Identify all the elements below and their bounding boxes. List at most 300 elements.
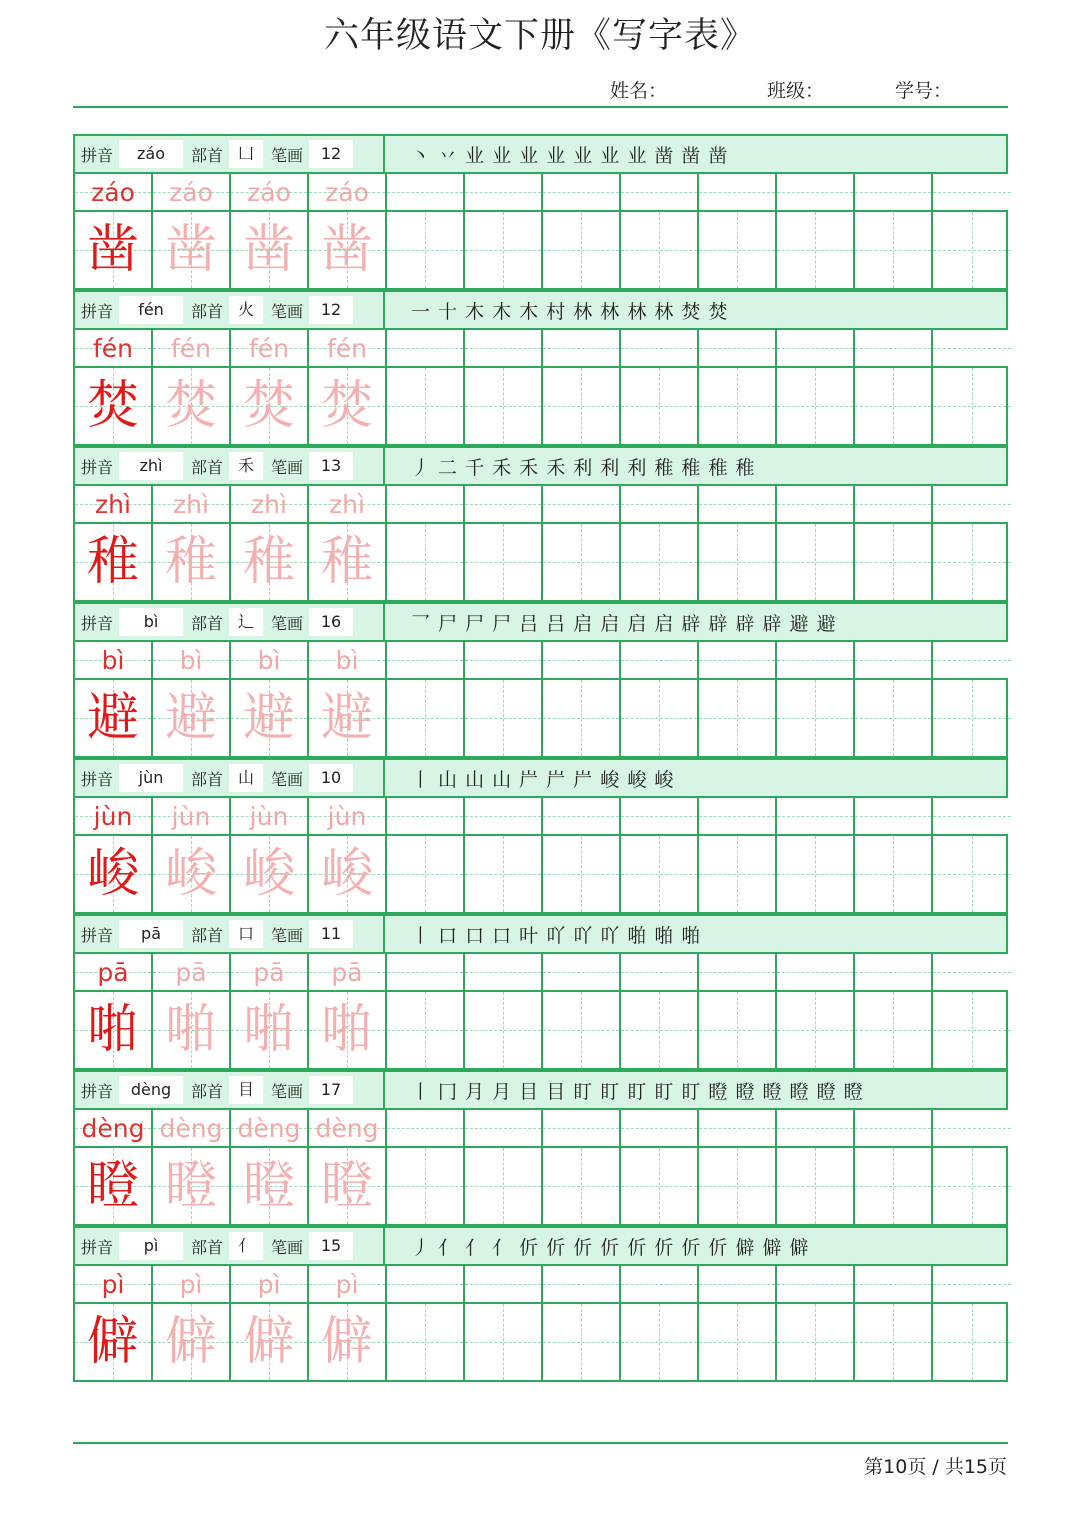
pinyin-cell <box>231 330 309 366</box>
radical-value: 凵 <box>229 140 263 168</box>
character-cell <box>231 1148 309 1224</box>
practice-character-cell[interactable] <box>699 992 777 1068</box>
stroke-count-label: 笔画 <box>271 457 304 477</box>
practice-pinyin-cell[interactable] <box>621 486 699 522</box>
practice-pinyin-cell[interactable] <box>855 330 933 366</box>
pinyin-text: pì <box>257 1269 281 1299</box>
practice-character-cell[interactable] <box>933 368 1011 444</box>
character-cell <box>153 992 231 1068</box>
pinyin-cell <box>153 174 231 210</box>
practice-pinyin-cell[interactable] <box>465 330 543 366</box>
stroke-count-value: 13 <box>309 452 353 480</box>
character-cell <box>75 1304 153 1380</box>
practice-character-cell[interactable] <box>465 1148 543 1224</box>
practice-pinyin-cell[interactable] <box>543 1110 621 1146</box>
practice-pinyin-cell[interactable] <box>621 174 699 210</box>
practice-pinyin-cell[interactable] <box>855 954 933 990</box>
pinyin-label: 拼音 <box>81 145 114 165</box>
practice-character-cell[interactable] <box>777 212 855 288</box>
practice-character-cell[interactable] <box>387 524 465 600</box>
character-text: 避 <box>164 688 217 748</box>
character-cell <box>75 680 153 756</box>
practice-pinyin-cell[interactable] <box>621 330 699 366</box>
practice-pinyin-cell[interactable] <box>699 954 777 990</box>
practice-pinyin-cell[interactable] <box>699 642 777 678</box>
pinyin-text: pì <box>335 1269 359 1299</box>
practice-character-cell[interactable] <box>699 1148 777 1224</box>
character-header <box>75 446 1006 486</box>
radical-value: 目 <box>229 1076 263 1104</box>
practice-character-cell[interactable] <box>855 212 933 288</box>
character-cell <box>75 1148 153 1224</box>
practice-character-cell[interactable] <box>699 1304 777 1380</box>
stroke-count-label: 笔画 <box>271 925 304 945</box>
pinyin-cell <box>75 330 153 366</box>
character-cell <box>75 524 153 600</box>
pinyin-text: záo <box>247 177 291 207</box>
pinyin-text: záo <box>91 177 135 207</box>
character-cell <box>75 836 153 912</box>
character-header <box>75 758 1006 798</box>
practice-pinyin-cell[interactable] <box>933 642 1011 678</box>
practice-pinyin-cell[interactable] <box>543 486 621 522</box>
character-cell <box>231 680 309 756</box>
character-cell <box>231 368 309 444</box>
pinyin-cell <box>309 1110 387 1146</box>
practice-pinyin-cell[interactable] <box>699 330 777 366</box>
practice-character-cell[interactable] <box>543 524 621 600</box>
practice-character-cell[interactable] <box>933 992 1011 1068</box>
practice-pinyin-cell[interactable] <box>699 1110 777 1146</box>
pinyin-cell <box>309 486 387 522</box>
character-text: 避 <box>242 688 295 748</box>
pinyin-cell <box>75 954 153 990</box>
character-cell <box>309 212 387 288</box>
pinyin-text: záo <box>325 177 369 207</box>
practice-character-cell[interactable] <box>855 524 933 600</box>
practice-pinyin-cell[interactable] <box>933 174 1011 210</box>
pinyin-text: bì <box>101 645 125 675</box>
practice-pinyin-cell[interactable] <box>777 1266 855 1302</box>
practice-pinyin-cell[interactable] <box>465 174 543 210</box>
pinyin-cell <box>309 798 387 834</box>
character-block <box>75 914 1006 1070</box>
practice-pinyin-cell[interactable] <box>387 174 465 210</box>
pinyin-label: 拼音 <box>81 457 114 477</box>
radical-label: 部首 <box>191 613 224 633</box>
radical-label: 部首 <box>191 769 224 789</box>
stroke-order: 丨 冂 月 月 目 目 盯 盯 盯 盯 盯 瞪 瞪 瞪 瞪 瞪 瞪 <box>411 1080 864 1103</box>
practice-character-cell[interactable] <box>699 524 777 600</box>
practice-character-cell[interactable] <box>777 524 855 600</box>
pinyin-cell <box>309 330 387 366</box>
pinyin-cell <box>153 1266 231 1302</box>
character-cell <box>153 680 231 756</box>
character-header <box>75 1226 1006 1266</box>
practice-pinyin-cell[interactable] <box>933 954 1011 990</box>
practice-pinyin-cell[interactable] <box>777 798 855 834</box>
practice-pinyin-cell[interactable] <box>855 1110 933 1146</box>
pinyin-cell <box>231 486 309 522</box>
pinyin-text: zhì <box>173 489 209 519</box>
practice-pinyin-cell[interactable] <box>387 954 465 990</box>
character-text: 啪 <box>242 1000 295 1060</box>
pinyin-text: zhì <box>251 489 287 519</box>
character-cell <box>309 992 387 1068</box>
practice-pinyin-cell[interactable] <box>387 486 465 522</box>
pinyin-text: jùn <box>171 801 211 831</box>
practice-character-cell[interactable] <box>465 524 543 600</box>
stroke-order: 乛 尸 尸 尸 吕 吕 启 启 启 启 辟 辟 辟 辟 避 避 <box>411 612 837 635</box>
character-text: 瞪 <box>320 1156 373 1216</box>
practice-pinyin-cell[interactable] <box>465 486 543 522</box>
practice-character-cell[interactable] <box>387 680 465 756</box>
practice-character-cell[interactable] <box>543 836 621 912</box>
practice-pinyin-cell[interactable] <box>465 954 543 990</box>
pinyin-text: fén <box>92 333 134 363</box>
practice-pinyin-cell[interactable] <box>543 330 621 366</box>
practice-character-cell[interactable] <box>777 368 855 444</box>
practice-character-cell[interactable] <box>543 680 621 756</box>
practice-character-cell[interactable] <box>777 1304 855 1380</box>
character-text: 瞪 <box>164 1156 217 1216</box>
character-text: 峻 <box>86 844 139 904</box>
pinyin-label: 拼音 <box>81 1237 114 1257</box>
pinyin-cell <box>153 486 231 522</box>
practice-character-cell[interactable] <box>621 1304 699 1380</box>
practice-character-cell[interactable] <box>465 368 543 444</box>
character-text: 稚 <box>164 532 217 592</box>
stroke-order: 丨 山 山 山 屵 屵 屵 峻 峻 峻 <box>411 768 675 791</box>
practice-character-cell[interactable] <box>933 680 1011 756</box>
character-header <box>75 290 1006 330</box>
pinyin-cell <box>231 174 309 210</box>
practice-character-cell[interactable] <box>465 836 543 912</box>
character-block <box>75 1226 1006 1382</box>
practice-pinyin-cell[interactable] <box>933 1110 1011 1146</box>
practice-character-cell[interactable] <box>465 1304 543 1380</box>
practice-pinyin-cell[interactable] <box>777 330 855 366</box>
character-header <box>75 602 1006 642</box>
radical-value: 亻 <box>229 1232 263 1260</box>
practice-pinyin-cell[interactable] <box>933 1266 1011 1302</box>
practice-character-cell[interactable] <box>699 212 777 288</box>
practice-pinyin-cell[interactable] <box>855 642 933 678</box>
pinyin-cell <box>231 642 309 678</box>
practice-pinyin-cell[interactable] <box>777 174 855 210</box>
practice-pinyin-cell[interactable] <box>933 330 1011 366</box>
pinyin-text: fén <box>326 333 368 363</box>
pinyin-cell <box>153 1110 231 1146</box>
practice-character-cell[interactable] <box>621 680 699 756</box>
stroke-count-value: 10 <box>309 764 353 792</box>
character-text: 峻 <box>164 844 217 904</box>
practice-character-cell[interactable] <box>933 212 1011 288</box>
pinyin-cell <box>75 174 153 210</box>
pinyin-cell <box>231 798 309 834</box>
practice-pinyin-cell[interactable] <box>621 798 699 834</box>
pinyin-value: fén <box>119 296 183 324</box>
practice-pinyin-cell[interactable] <box>465 1266 543 1302</box>
character-text: 避 <box>320 688 373 748</box>
radical-value: 火 <box>229 296 263 324</box>
character-block <box>75 602 1006 758</box>
stroke-count-label: 笔画 <box>271 301 304 321</box>
pinyin-cell <box>231 1266 309 1302</box>
pinyin-cell <box>309 642 387 678</box>
practice-pinyin-cell[interactable] <box>777 954 855 990</box>
practice-character-cell[interactable] <box>621 524 699 600</box>
character-cell <box>75 368 153 444</box>
practice-pinyin-cell[interactable] <box>387 330 465 366</box>
character-cell <box>153 212 231 288</box>
practice-pinyin-cell[interactable] <box>699 486 777 522</box>
practice-pinyin-cell[interactable] <box>387 1110 465 1146</box>
character-text: 稚 <box>242 532 295 592</box>
practice-pinyin-cell[interactable] <box>621 642 699 678</box>
pinyin-value: jùn <box>119 764 183 792</box>
stroke-count-value: 17 <box>309 1076 353 1104</box>
practice-character-cell[interactable] <box>933 1304 1011 1380</box>
pinyin-text: jùn <box>249 801 289 831</box>
pinyin-cell <box>153 642 231 678</box>
practice-character-cell[interactable] <box>621 1148 699 1224</box>
class-label: 班级： <box>767 80 825 102</box>
character-cell <box>75 992 153 1068</box>
stroke-order: 丿 亻 亻 亻 伒 伒 伒 伒 伒 伒 伒 伒 僻 僻 僻 <box>411 1236 810 1259</box>
practice-pinyin-cell[interactable] <box>387 642 465 678</box>
practice-character-cell[interactable] <box>855 368 933 444</box>
character-cell <box>309 1304 387 1380</box>
stroke-count-label: 笔画 <box>271 1237 304 1257</box>
character-cell <box>309 368 387 444</box>
practice-pinyin-cell[interactable] <box>777 486 855 522</box>
practice-character-cell[interactable] <box>387 212 465 288</box>
practice-character-cell[interactable] <box>465 212 543 288</box>
practice-character-cell[interactable] <box>387 836 465 912</box>
practice-character-cell[interactable] <box>465 992 543 1068</box>
character-block <box>75 134 1006 290</box>
radical-label: 部首 <box>191 925 224 945</box>
practice-character-cell[interactable] <box>855 1304 933 1380</box>
character-cell <box>153 1304 231 1380</box>
character-text: 焚 <box>164 376 217 436</box>
stroke-count-value: 11 <box>309 920 353 948</box>
header-divider <box>73 106 1008 108</box>
practice-character-cell[interactable] <box>855 992 933 1068</box>
practice-pinyin-cell[interactable] <box>387 1266 465 1302</box>
character-cell <box>153 524 231 600</box>
practice-pinyin-cell[interactable] <box>465 1110 543 1146</box>
pinyin-label: 拼音 <box>81 1081 114 1101</box>
stroke-count-label: 笔画 <box>271 145 304 165</box>
pinyin-label: 拼音 <box>81 769 114 789</box>
pinyin-label: 拼音 <box>81 613 114 633</box>
practice-character-cell[interactable] <box>777 1148 855 1224</box>
pinyin-text: pì <box>101 1269 125 1299</box>
pinyin-text: jùn <box>327 801 367 831</box>
character-text: 凿 <box>86 220 139 280</box>
character-cell <box>231 1304 309 1380</box>
radical-label: 部首 <box>191 1237 224 1257</box>
practice-character-cell[interactable] <box>465 680 543 756</box>
practice-pinyin-cell[interactable] <box>855 486 933 522</box>
practice-pinyin-cell[interactable] <box>855 174 933 210</box>
character-text: 啪 <box>164 1000 217 1060</box>
stroke-count-value: 16 <box>309 608 353 636</box>
student-id-label: 学号： <box>895 80 953 102</box>
practice-pinyin-cell[interactable] <box>543 642 621 678</box>
radical-label: 部首 <box>191 457 224 477</box>
character-text: 稚 <box>320 532 373 592</box>
practice-pinyin-cell[interactable] <box>621 1110 699 1146</box>
radical-value: 禾 <box>229 452 263 480</box>
practice-pinyin-cell[interactable] <box>855 1266 933 1302</box>
practice-pinyin-cell[interactable] <box>933 486 1011 522</box>
stroke-order: 丶 丷 业 业 业 业 业 业 业 凿 凿 凿 <box>411 144 729 167</box>
pinyin-value: dèng <box>119 1076 183 1104</box>
pinyin-text: dèng <box>315 1113 379 1143</box>
character-text: 啪 <box>320 1000 373 1060</box>
practice-pinyin-cell[interactable] <box>387 798 465 834</box>
stroke-count-label: 笔画 <box>271 769 304 789</box>
pinyin-text: pā <box>97 957 129 987</box>
pinyin-text: pì <box>179 1269 203 1299</box>
pinyin-text: zhì <box>329 489 365 519</box>
practice-pinyin-cell[interactable] <box>777 1110 855 1146</box>
pinyin-text: pā <box>253 957 285 987</box>
stroke-order: 一 十 木 木 木 村 林 林 林 林 焚 焚 <box>411 300 729 323</box>
practice-pinyin-cell[interactable] <box>933 798 1011 834</box>
practice-character-cell[interactable] <box>387 992 465 1068</box>
pinyin-text: bì <box>179 645 203 675</box>
practice-character-cell[interactable] <box>621 836 699 912</box>
stroke-order: 丿 二 千 禾 禾 禾 利 利 利 稚 稚 稚 稚 <box>411 456 756 479</box>
practice-character-cell[interactable] <box>933 836 1011 912</box>
radical-label: 部首 <box>191 301 224 321</box>
practice-pinyin-cell[interactable] <box>621 1266 699 1302</box>
pinyin-text: dèng <box>81 1113 145 1143</box>
practice-character-cell[interactable] <box>387 1148 465 1224</box>
pinyin-label: 拼音 <box>81 301 114 321</box>
pinyin-cell <box>153 954 231 990</box>
radical-label: 部首 <box>191 1081 224 1101</box>
character-cell <box>309 524 387 600</box>
pinyin-cell <box>309 174 387 210</box>
pinyin-label: 拼音 <box>81 925 114 945</box>
practice-character-cell[interactable] <box>855 1148 933 1224</box>
practice-character-cell[interactable] <box>699 368 777 444</box>
writing-sheet <box>73 134 1008 1382</box>
practice-character-cell[interactable] <box>933 524 1011 600</box>
pinyin-text: dèng <box>159 1113 223 1143</box>
character-text: 峻 <box>320 844 373 904</box>
practice-pinyin-cell[interactable] <box>543 1266 621 1302</box>
pinyin-value: záo <box>119 140 183 168</box>
character-block <box>75 1070 1006 1226</box>
character-header <box>75 914 1006 954</box>
practice-character-cell[interactable] <box>777 992 855 1068</box>
practice-character-cell[interactable] <box>543 1304 621 1380</box>
practice-character-cell[interactable] <box>699 836 777 912</box>
practice-pinyin-cell[interactable] <box>543 954 621 990</box>
pinyin-text: zhì <box>95 489 131 519</box>
practice-character-cell[interactable] <box>543 368 621 444</box>
practice-character-cell[interactable] <box>777 836 855 912</box>
practice-pinyin-cell[interactable] <box>855 798 933 834</box>
character-text: 焚 <box>242 376 295 436</box>
radical-value: 山 <box>229 764 263 792</box>
pinyin-text: pā <box>331 957 363 987</box>
practice-character-cell[interactable] <box>621 368 699 444</box>
practice-pinyin-cell[interactable] <box>699 798 777 834</box>
character-cell <box>153 368 231 444</box>
practice-character-cell[interactable] <box>699 680 777 756</box>
pinyin-cell <box>75 486 153 522</box>
practice-pinyin-cell[interactable] <box>465 798 543 834</box>
practice-pinyin-cell[interactable] <box>543 798 621 834</box>
character-cell <box>231 524 309 600</box>
practice-character-cell[interactable] <box>621 212 699 288</box>
character-cell <box>231 992 309 1068</box>
character-text: 避 <box>86 688 139 748</box>
pinyin-text: pā <box>175 957 207 987</box>
character-cell <box>309 836 387 912</box>
pinyin-text: bì <box>257 645 281 675</box>
stroke-count-value: 12 <box>309 140 353 168</box>
practice-pinyin-cell[interactable] <box>777 642 855 678</box>
practice-character-cell[interactable] <box>543 212 621 288</box>
practice-pinyin-cell[interactable] <box>621 954 699 990</box>
practice-pinyin-cell[interactable] <box>699 1266 777 1302</box>
practice-character-cell[interactable] <box>543 1148 621 1224</box>
character-header <box>75 134 1006 174</box>
character-cell <box>153 1148 231 1224</box>
character-block <box>75 446 1006 602</box>
pinyin-cell <box>75 1266 153 1302</box>
stroke-count-label: 笔画 <box>271 1081 304 1101</box>
character-text: 焚 <box>320 376 373 436</box>
character-cell <box>309 680 387 756</box>
practice-character-cell[interactable] <box>387 1304 465 1380</box>
character-text: 瞪 <box>242 1156 295 1216</box>
character-text: 僻 <box>164 1312 217 1372</box>
pinyin-value: zhì <box>119 452 183 480</box>
practice-character-cell[interactable] <box>855 680 933 756</box>
practice-character-cell[interactable] <box>777 680 855 756</box>
practice-pinyin-cell[interactable] <box>465 642 543 678</box>
practice-character-cell[interactable] <box>855 836 933 912</box>
pinyin-cell <box>75 1110 153 1146</box>
page-title: 六年级语文下册《写字表》 <box>323 16 756 56</box>
name-label: 姓名： <box>610 80 668 102</box>
character-block <box>75 290 1006 446</box>
practice-character-cell[interactable] <box>933 1148 1011 1224</box>
character-header <box>75 1070 1006 1110</box>
practice-pinyin-cell[interactable] <box>699 174 777 210</box>
practice-character-cell[interactable] <box>387 368 465 444</box>
stroke-order: 丨 口 口 口 叶 吖 吖 吖 啪 啪 啪 <box>411 924 702 947</box>
pinyin-cell <box>75 798 153 834</box>
character-cell <box>231 836 309 912</box>
character-text: 凿 <box>164 220 217 280</box>
practice-character-cell[interactable] <box>543 992 621 1068</box>
practice-pinyin-cell[interactable] <box>543 174 621 210</box>
practice-character-cell[interactable] <box>621 992 699 1068</box>
character-text: 凿 <box>242 220 295 280</box>
stroke-count-label: 笔画 <box>271 613 304 633</box>
pinyin-text: jùn <box>93 801 133 831</box>
